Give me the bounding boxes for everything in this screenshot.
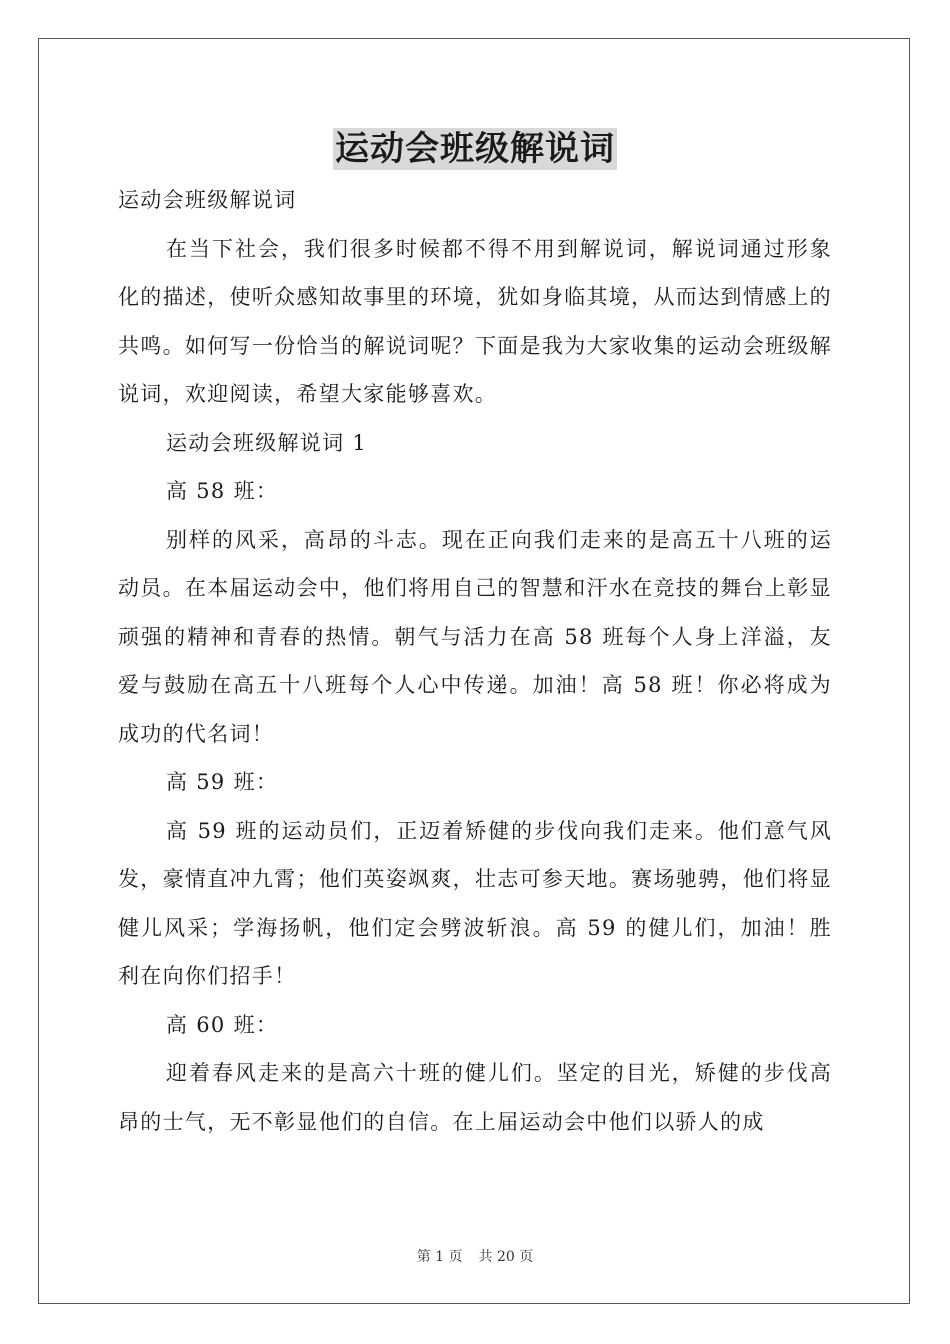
class-heading-59: 高 59 班： [166, 770, 279, 794]
document-title: 运动会班级解说词 [335, 129, 615, 169]
paragraph-class-59: 高 59 班的运动员们，正迈着矫健的步伐向我们走来。他们意气风发，豪情直冲九霄；他们英姿飒爽，壮志可参天地。赛场驰骋，他们将显健儿风采；学海扬帆，他们定会劈波斩浪。高 59 的健儿们，加油！胜利在向你们招手！ [118, 818, 832, 988]
document-body [118, 176, 832, 1146]
section-heading: 运动会班级解说词 1 [166, 430, 368, 455]
paragraph-intro: 在当下社会，我们很多时候都不得不用到解说词，解说词通过形象化的描述，使听众感知故事里的环境，犹如身临其境，从而达到情感上的共鸣。如何写一份恰当的解说词呢？下面是我为大家收集的运动会班级解说词，欢迎阅读，希望大家能够喜欢。 [118, 236, 832, 406]
page-total: 共 20 页 [478, 1249, 534, 1265]
page-footer [0, 1246, 950, 1266]
paragraph-class-60: 迎着春风走来的是高六十班的健儿们。坚定的目光，矫健的步伐高昂的士气，无不彰显他们的自信。在上届运动会中他们以骄人的成 [118, 1061, 832, 1134]
class-heading-58: 高 58 班： [166, 479, 279, 503]
class-heading-60: 高 60 班： [166, 1012, 279, 1037]
title-container [0, 128, 950, 170]
paragraph-class-58: 别样的风采，高昂的斗志。现在正向我们走来的是高五十八班的运动员。在本届运动会中，他们将用自己的智慧和汗水在竞技的舞台上彰显顽强的精神和青春的热情。朝气与活力在高 58 班每个人身上洋溢，友爱与鼓励在高五十八班每个人心中传递。加油！高 58 班！你必将成为成功的代名词！ [118, 527, 832, 746]
page-number: 第 1 页 [416, 1249, 463, 1265]
paragraph-subtitle: 运动会班级解说词 [118, 188, 297, 212]
